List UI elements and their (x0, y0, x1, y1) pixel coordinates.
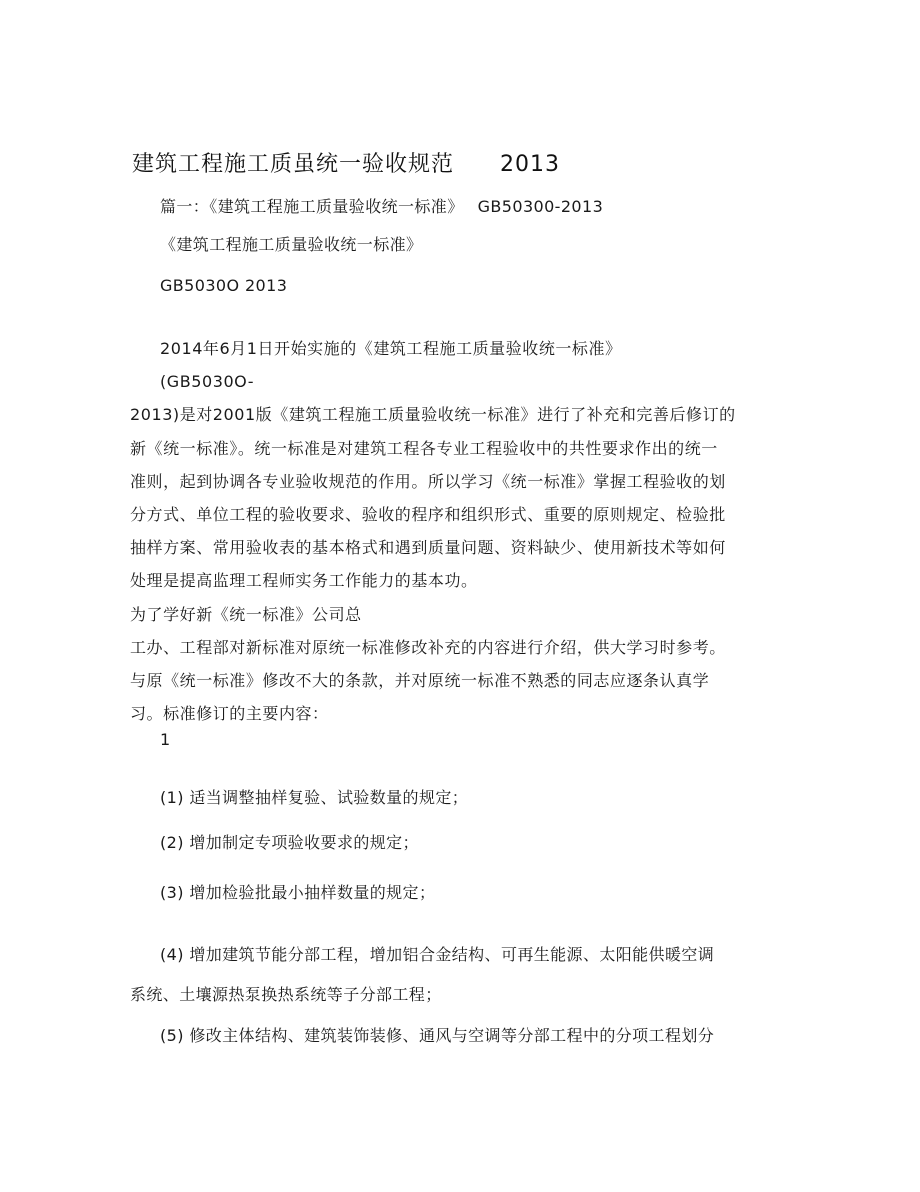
list-item: (2) 增加制定专项验收要求的规定； (160, 833, 419, 852)
document-title (132, 151, 560, 179)
paragraph-line-7: 处理是提高监理工程师实务工作能力的基本功。 为了学好新《统一标准》公司总 (130, 571, 478, 624)
paragraph-line-2: 2013)是对2001版《建筑工程施工质量验收统一标准》进行了补充和完善后修订的 (130, 405, 736, 425)
intro-paragraph (130, 332, 750, 730)
title-year: 2013 (500, 152, 561, 177)
paragraph-line-5: 分方式、单位工程的验收要求、验收的程序和组织形式、重要的原则规定、检验批 (130, 505, 726, 525)
paragraph-line-4: 准则，起到协调各专业验收规范的作用。所以学习《统一标准》掌握工程验收的划 (130, 471, 726, 491)
list-item: (1) 适当调整抽样复验、试验数量的规定； (160, 788, 469, 807)
paragraph-line-10: 习。标准修订的主要内容： (130, 704, 329, 724)
subtitle-prefix: 篇一：《建筑工程施工质量验收统一标准》 (160, 197, 464, 216)
list-item: (4) 增加建筑节能分部工程，增加铝合金结构、可再生能源、太阳能供暖空调 (160, 945, 715, 964)
paragraph-line-9: 与原《统一标准》修改不大的条款，并对原统一标准不熟悉的同志应逐条认真学 (130, 671, 710, 691)
paragraph-line-3: 新《统一标准》。统一标准是对建筑工程各专业工程验收中的共性要求作出的统一 (130, 438, 718, 458)
title-text: 建筑工程施工质虽统一验收规范 (132, 152, 455, 177)
paragraph-line-6: 抽样方案、常用验收表的基本格式和遇到质量问题、资料缺少、使用新技术等如何 (130, 538, 726, 558)
subtitle (160, 197, 603, 217)
standard-name: 《建筑工程施工质量验收统一标准》 (160, 235, 423, 254)
paragraph-line-1: 2014年6月1日开始实施的《建筑工程施工质量验收统一标准》 (GB5030O- (160, 339, 622, 392)
list-item: (3) 增加检验批最小抽样数量的规定； (160, 883, 436, 902)
standard-code: GB5030O 2013 (160, 276, 288, 295)
list-item-continuation: 系统、土壤源热泵换热系统等子分部工程； (130, 985, 442, 1004)
paragraph-line-8: 工办、工程部对新标准对原统一标准修改补充的内容进行介绍，供大学习时参考。 (130, 637, 726, 657)
list-item: (5) 修改主体结构、建筑装饰装修、通风与空调等分部工程中的分项工程划分 (160, 1026, 715, 1045)
subtitle-code: GB50300-2013 (477, 197, 604, 216)
section-number: 1 (160, 730, 171, 749)
